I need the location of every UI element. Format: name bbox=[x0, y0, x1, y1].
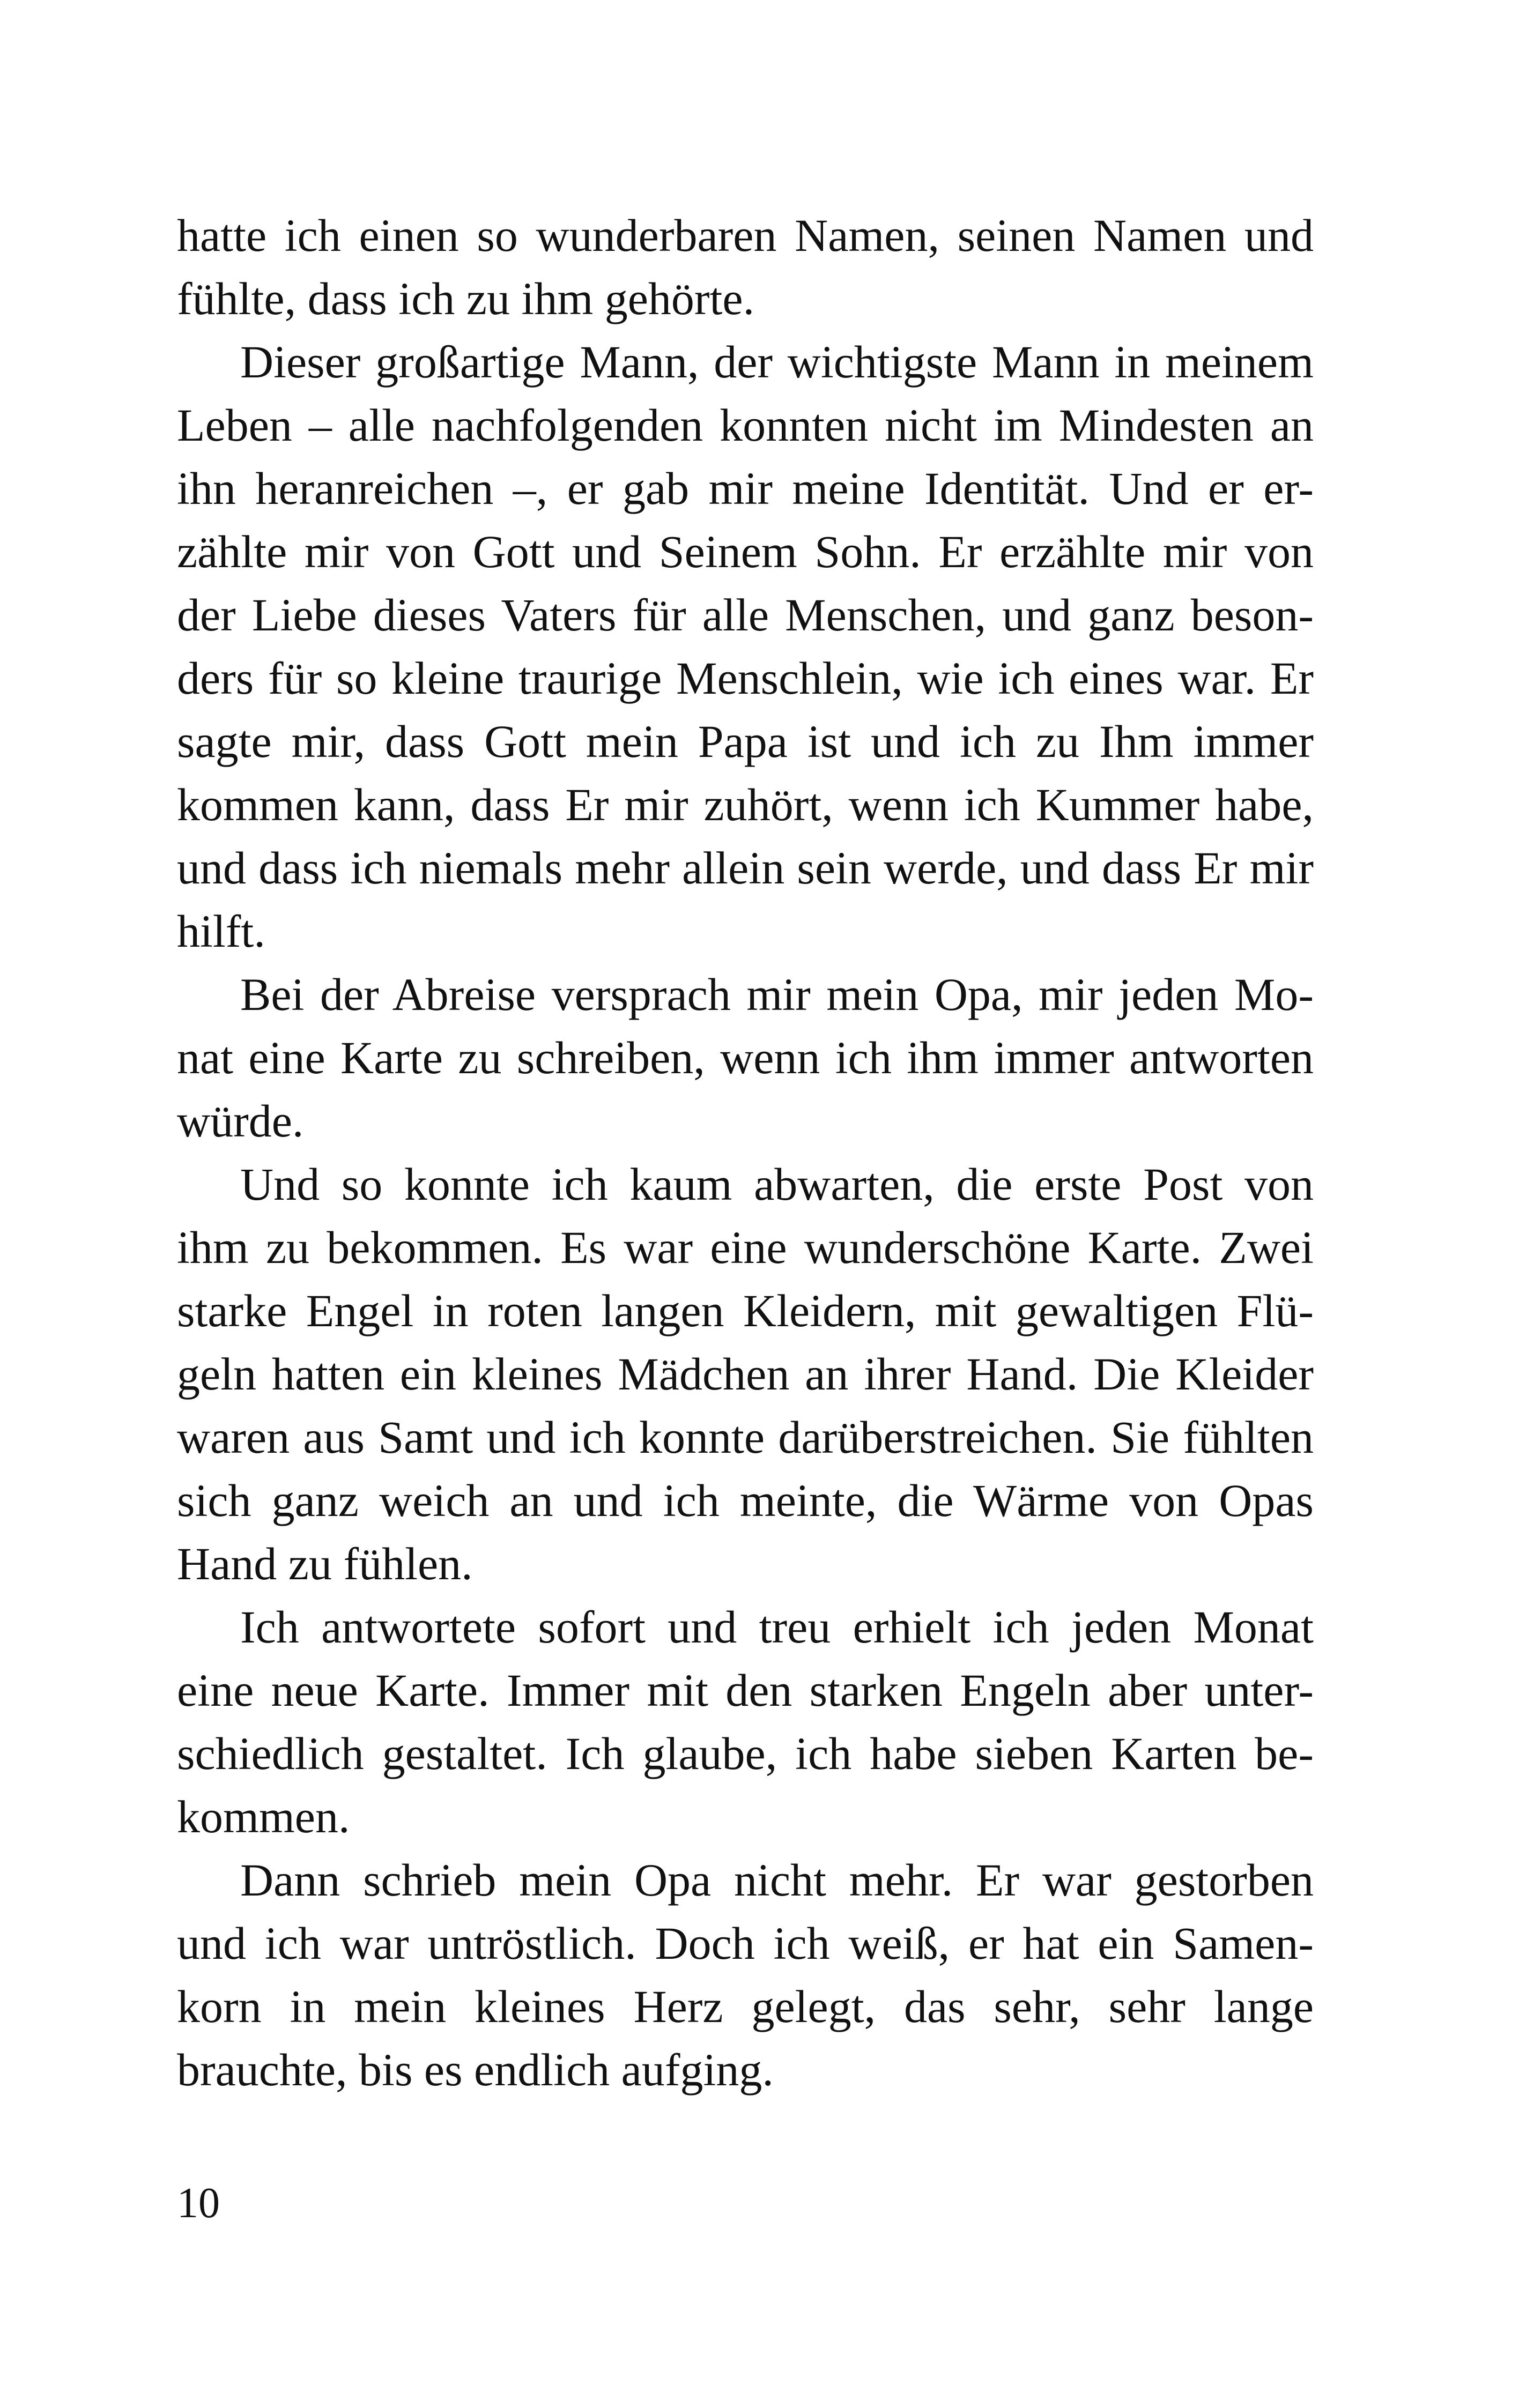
text-line: hatte ich einen so wunderbaren Namen, seinen Namen und bbox=[177, 210, 1314, 261]
text-line: würde. bbox=[177, 1095, 304, 1147]
text-line: sich ganz weich an und ich meinte, die Wärme von Opas bbox=[177, 1475, 1314, 1526]
page-number: 10 bbox=[177, 2180, 220, 2227]
text-line: Dieser großartige Mann, der wichtigste Mann in meinem bbox=[240, 336, 1314, 388]
text-line: Bei der Abreise versprach mir mein Opa, mir jeden Mo- bbox=[240, 969, 1314, 1020]
text-line: ders für so kleine traurige Menschlein, wie ich eines war. Er bbox=[177, 652, 1314, 704]
text-line: geln hatten ein kleines Mädchen an ihrer Hand. Die Kleider bbox=[177, 1348, 1314, 1400]
text-line: korn in mein kleines Herz gelegt, das sehr, sehr lange bbox=[177, 1981, 1314, 2032]
text-line: waren aus Samt und ich konnte darüberstreichen. Sie fühlten bbox=[177, 1411, 1314, 1463]
text-line: hilft. bbox=[177, 905, 265, 957]
text-line: starke Engel in roten langen Kleidern, mit gewaltigen Flü- bbox=[177, 1285, 1314, 1336]
text-line: und dass ich niemals mehr allein sein werde, und dass Er mir bbox=[177, 842, 1314, 894]
text-line: Dann schrieb mein Opa nicht mehr. Er war gestorben bbox=[240, 1854, 1314, 1906]
text-line: ihm zu bekommen. Es war eine wunderschöne Karte. Zwei bbox=[177, 1222, 1314, 1273]
text-line: brauchte, bis es endlich aufging. bbox=[177, 2044, 774, 2095]
text-line: kommen kann, dass Er mir zuhört, wenn ich Kummer habe, bbox=[177, 779, 1314, 830]
text-line: fühlte, dass ich zu ihm gehörte. bbox=[177, 273, 755, 324]
text-line: eine neue Karte. Immer mit den starken Engeln aber unter- bbox=[177, 1664, 1314, 1716]
text-line: nat eine Karte zu schreiben, wenn ich ihm immer antworten bbox=[177, 1032, 1314, 1083]
text-line: sagte mir, dass Gott mein Papa ist und ich zu Ihm immer bbox=[177, 716, 1314, 767]
text-line: Hand zu fühlen. bbox=[177, 1538, 473, 1589]
text-line: ihn heranreichen –, er gab mir meine Identität. Und er er- bbox=[177, 463, 1314, 514]
text-line: Ich antwortete sofort und treu erhielt ich jeden Monat bbox=[240, 1601, 1314, 1653]
text-line: Leben – alle nachfolgenden konnten nicht im Mindesten an bbox=[177, 399, 1314, 451]
text-line: und ich war untröstlich. Doch ich weiß, er hat ein Samen- bbox=[177, 1918, 1314, 1969]
text-line: kommen. bbox=[177, 1791, 350, 1842]
text-line: zählte mir von Gott und Seinem Sohn. Er erzählte mir von bbox=[177, 526, 1314, 577]
text-line: schiedlich gestaltet. Ich glaube, ich habe sieben Karten be- bbox=[177, 1728, 1314, 1779]
text-line: Und so konnte ich kaum abwarten, die erste Post von bbox=[240, 1158, 1314, 1210]
text-line: der Liebe dieses Vaters für alle Menschen, und ganz beson- bbox=[177, 589, 1314, 641]
body-text bbox=[177, 204, 1314, 2101]
